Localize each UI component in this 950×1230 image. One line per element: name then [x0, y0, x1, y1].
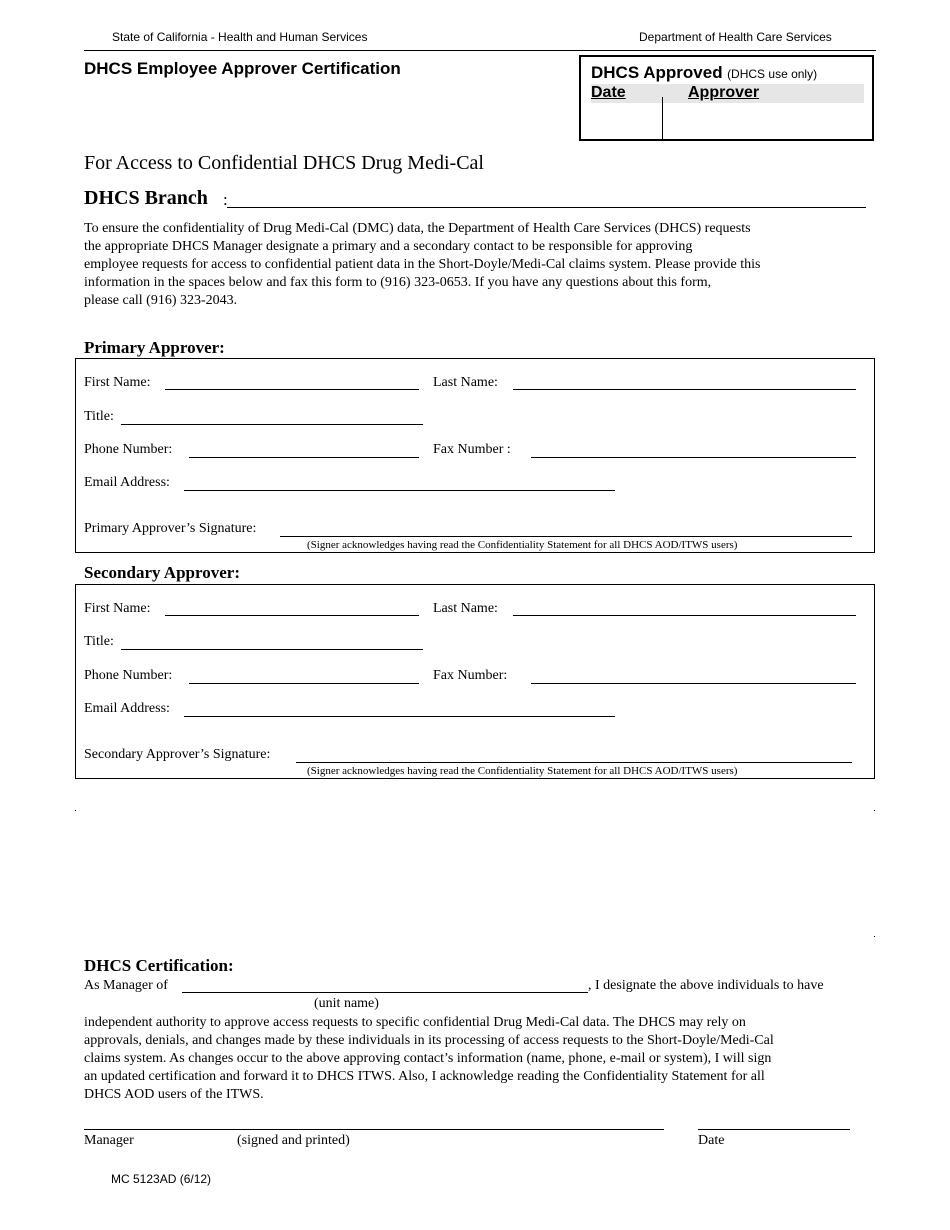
- primary-first-name-label: First Name:: [84, 375, 151, 390]
- certification-line: approvals, denials, and changes made by these individuals in its processing of access requests to the Short-Doyle/Medi-Cal: [84, 1033, 774, 1048]
- secondary-signature-label: Secondary Approver’s Signature:: [84, 747, 271, 762]
- primary-phone-input[interactable]: [189, 457, 419, 458]
- secondary-signature-input[interactable]: [296, 762, 852, 763]
- primary-phone-label: Phone Number:: [84, 442, 173, 457]
- certification-line: DHCS AOD users of the ITWS.: [84, 1087, 264, 1102]
- approved-box-heading: [591, 63, 817, 83]
- certification-date-input[interactable]: [698, 1129, 850, 1130]
- signed-printed-label: (signed and printed): [237, 1133, 350, 1148]
- unit-name-input[interactable]: [182, 992, 588, 993]
- designate-text: , I designate the above individuals to have: [588, 978, 824, 993]
- manager-label: Manager: [84, 1133, 134, 1148]
- secondary-phone-label: Phone Number:: [84, 668, 173, 683]
- secondary-fax-label: Fax Number:: [433, 668, 508, 683]
- primary-signature-input[interactable]: [280, 536, 852, 537]
- approved-note: (DHCS use only): [727, 67, 818, 81]
- secondary-title-input[interactable]: [121, 649, 423, 650]
- approver-column-header: Approver: [688, 84, 760, 101]
- dhcs-approved-box: [579, 55, 874, 141]
- date-column-header: Date: [591, 84, 626, 101]
- secondary-last-name-label: Last Name:: [433, 601, 498, 616]
- form-code: MC 5123AD (6/12): [111, 1172, 212, 1186]
- certification-line: an updated certification and forward it to DHCS ITWS. Also, I acknowledge reading the Confidentiality Statement for all: [84, 1069, 765, 1084]
- intro-line: To ensure the confidentiality of Drug Medi-Cal (DMC) data, the Department of Health Care Services (DHCS) requests: [84, 221, 751, 236]
- form-title: DHCS Employee Approver Certification: [84, 59, 401, 78]
- certification-paragraph: [84, 1014, 774, 1104]
- secondary-first-name-input[interactable]: [165, 615, 419, 616]
- intro-line: please call (916) 323-2043.: [84, 293, 238, 308]
- primary-approver-heading: Primary Approver:: [84, 338, 225, 357]
- primary-email-label: Email Address:: [84, 475, 170, 490]
- state-header: State of California - Health and Human Services: [112, 30, 368, 44]
- secondary-fax-input[interactable]: [531, 683, 856, 684]
- primary-last-name-label: Last Name:: [433, 375, 498, 390]
- intro-paragraph: [84, 220, 760, 310]
- manager-of-label: As Manager of: [84, 978, 168, 993]
- intro-line: the appropriate DHCS Manager designate a primary and a secondary contact to be responsible for approving: [84, 239, 693, 254]
- certification-line: independent authority to approve access requests to specific confidential Drug Medi-Cal data. The DHCS may rely on: [84, 1015, 746, 1030]
- branch-label: DHCS Branch: [84, 187, 208, 209]
- primary-email-input[interactable]: [184, 490, 615, 491]
- secondary-approver-heading: Secondary Approver:: [84, 563, 240, 582]
- approved-column-divider: [662, 97, 663, 141]
- certification-heading: DHCS Certification:: [84, 956, 234, 975]
- branch-colon: :: [223, 190, 228, 209]
- primary-title-input[interactable]: [121, 424, 423, 425]
- secondary-email-label: Email Address:: [84, 701, 170, 716]
- corner-mark: [75, 810, 76, 811]
- form-subtitle: For Access to Confidential DHCS Drug Medi-Cal: [84, 152, 484, 174]
- secondary-email-input[interactable]: [184, 716, 615, 717]
- header-rule: [84, 50, 876, 51]
- intro-line: employee requests for access to confidential patient data in the Short-Doyle/Medi-Cal claims system. Please provide this: [84, 257, 761, 272]
- department-header: Department of Health Care Services: [639, 30, 832, 44]
- intro-line: information in the spaces below and fax this form to (916) 323-0653. If you have any questions about this form,: [84, 275, 712, 290]
- secondary-ack-note: (Signer acknowledges having read the Confidentiality Statement for all DHCS AOD/ITWS users): [307, 765, 738, 777]
- primary-title-label: Title:: [84, 409, 114, 424]
- primary-first-name-input[interactable]: [165, 389, 419, 390]
- unit-name-caption: (unit name): [314, 996, 379, 1011]
- secondary-last-name-input[interactable]: [513, 615, 856, 616]
- corner-mark: [874, 936, 875, 937]
- manager-signature-input[interactable]: [84, 1129, 664, 1130]
- certification-line: claims system. As changes occur to the above approving contact’s information (name, phone, e-mail or system), I will sign: [84, 1051, 772, 1066]
- approved-title: DHCS Approved: [591, 63, 723, 82]
- primary-last-name-input[interactable]: [513, 389, 856, 390]
- date-label: Date: [698, 1133, 725, 1148]
- corner-mark: [874, 810, 875, 811]
- primary-signature-label: Primary Approver’s Signature:: [84, 521, 257, 536]
- secondary-title-label: Title:: [84, 634, 114, 649]
- primary-fax-label: Fax Number :: [433, 442, 511, 457]
- branch-input[interactable]: [227, 207, 866, 208]
- secondary-phone-input[interactable]: [189, 683, 419, 684]
- primary-fax-input[interactable]: [531, 457, 856, 458]
- secondary-first-name-label: First Name:: [84, 601, 151, 616]
- primary-ack-note: (Signer acknowledges having read the Confidentiality Statement for all DHCS AOD/ITWS users): [307, 539, 738, 551]
